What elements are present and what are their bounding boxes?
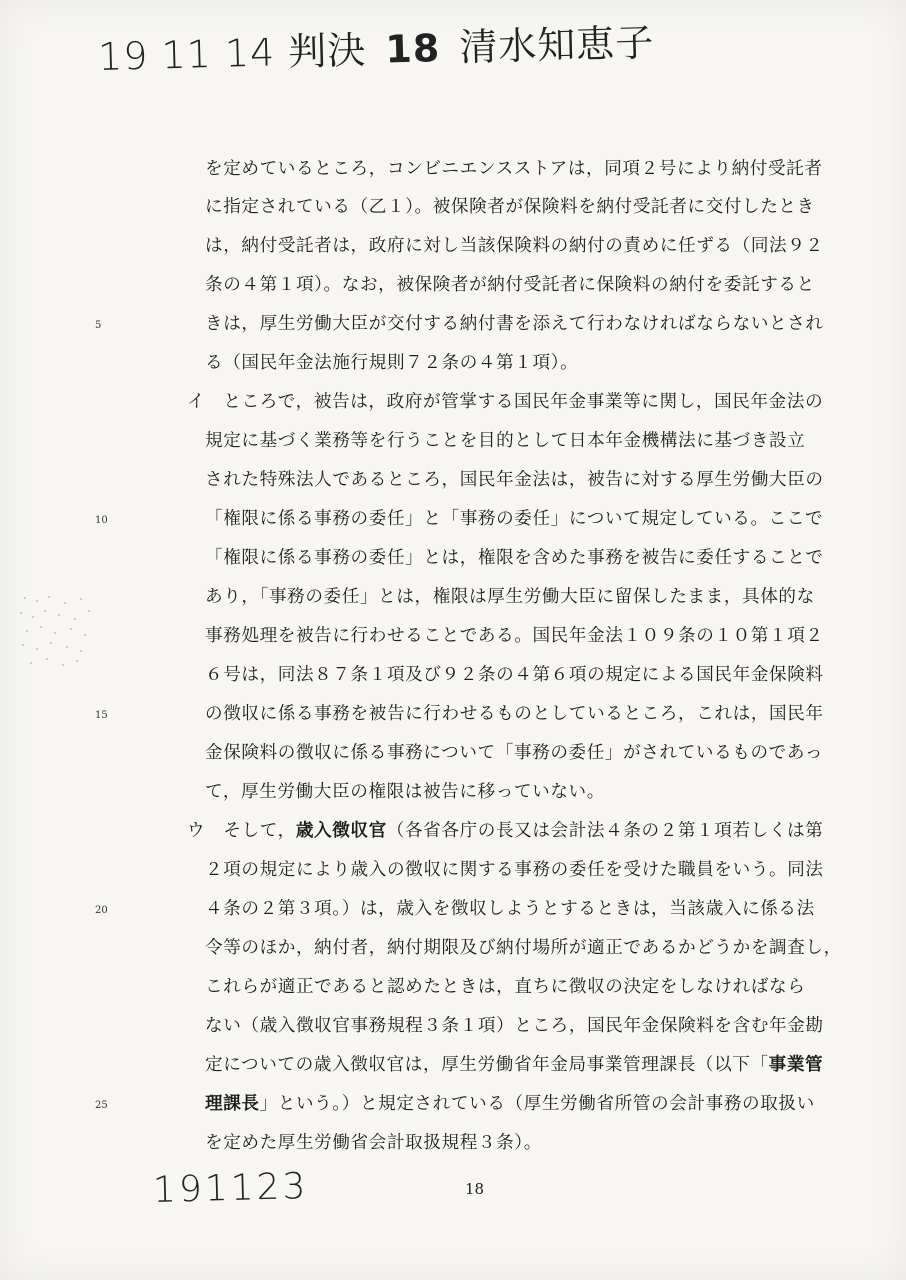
scan-dot xyxy=(24,597,26,599)
text-line: 事務処理を被告に行わせることである。国民年金法１０９条の１０第１項２ xyxy=(205,626,824,646)
text-line: これらが適正であると認めたときは，直ちに徴収の決定をしなければなら xyxy=(205,977,806,997)
scan-dot xyxy=(44,610,46,612)
scan-dot xyxy=(70,628,72,630)
text-segment: （各省各庁の長又は会計法４条の２第１項若しくは第 xyxy=(386,821,824,841)
scan-dot xyxy=(76,660,78,662)
text-line: は，納付受託者は，政府に対し当該保険料の納付の責めに任ずる（同法９２ xyxy=(205,236,824,256)
scan-dot xyxy=(62,664,64,666)
line-number: 10 xyxy=(95,515,108,526)
text-line: 令等のほか，納付者，納付期限及び納付場所が適正であるかどうかを調査し， xyxy=(205,938,842,958)
scan-dot xyxy=(32,616,34,618)
line-number: 15 xyxy=(95,710,108,721)
text-line xyxy=(205,1054,823,1076)
scan-dot xyxy=(66,646,68,648)
text-line: 「権限に係る事務の委任」とは，権限を含めた事務を被告に委任することで xyxy=(205,548,824,568)
text-line: 条の４第１項）。なお，被保険者が納付受託者に保険料の納付を委託すると xyxy=(205,275,815,295)
text-line: て，厚生労働大臣の権限は被告に移っていない。 xyxy=(205,782,605,802)
bold-term: 歳入徴収官 xyxy=(295,820,387,841)
text-line: きは，厚生労働大臣が交付する納付書を添えて行わなければならないとされ xyxy=(205,314,824,334)
handwritten-page-number: 18 xyxy=(384,26,441,72)
text-line: 「権限に係る事務の委任」と「事務の委任」について規定している。ここで xyxy=(205,509,824,529)
text-line: の徴収に係る事務を被告に行わせるものとしているところ，これは，国民年 xyxy=(205,704,824,724)
scan-dot xyxy=(20,612,22,614)
text-line: ６号は，同法８７条１項及び９２条の４第６項の規定による国民年金保険料 xyxy=(205,665,824,685)
scan-dot xyxy=(54,632,56,634)
scan-dot xyxy=(84,634,86,636)
line-number: 25 xyxy=(95,1100,108,1111)
text-line: に指定されている（乙１）。被保険者が保険料を納付受託者に交付したとき xyxy=(205,197,815,217)
bold-term: 理課長 xyxy=(205,1093,260,1114)
scan-dot xyxy=(22,644,24,646)
scan-dot xyxy=(64,602,66,604)
text-line: ない（歳入徴収官事務規程３条１項）ところ，国民年金保険料を含む年金勘 xyxy=(205,1016,824,1036)
scan-dot xyxy=(80,598,82,600)
handwritten-header xyxy=(97,11,655,81)
text-line: を定めた厚生労働省会計取扱規程３条）。 xyxy=(205,1133,542,1153)
text-line: を定めているところ，コンビニエンスストアは，同項２号により納付受託者 xyxy=(205,159,823,179)
scan-dot xyxy=(36,600,38,602)
scan-dot xyxy=(50,642,52,644)
line-number: 20 xyxy=(95,905,108,916)
scan-dot-artifact xyxy=(14,592,104,682)
text-line: ２項の規定により歳入の徴収に関する事務の委任を受けた職員をいう。同法 xyxy=(205,860,824,880)
handwritten-date: 19 11 14 判決 xyxy=(97,27,367,79)
scan-dot xyxy=(36,648,38,650)
text-line: された特殊法人であるところ，国民年金法は，被告に対する厚生労働大臣の xyxy=(205,470,824,490)
text-segment: 」という。）と規定されている（厚生労働省所管の会計事務の取扱い xyxy=(259,1094,815,1114)
scan-dot xyxy=(26,630,28,632)
scan-dot xyxy=(80,650,82,652)
handwritten-footer-date: 191123 xyxy=(152,1165,309,1211)
text-line: ４条の２第３項。）は，歳入を徴収しようとするときは，当該歳入に係る法 xyxy=(205,899,815,919)
text-line: る（国民年金法施行規則７２条の４第１項）。 xyxy=(205,353,579,373)
page-number: 18 xyxy=(465,1180,485,1198)
handwritten-name: 清水知恵子 xyxy=(458,20,655,70)
scan-dot xyxy=(88,610,90,612)
scan-dot xyxy=(46,658,48,660)
scan-dot xyxy=(74,618,76,620)
scan-dot xyxy=(40,626,42,628)
text-line: イ ところで，被告は，政府が管掌する国民年金事業等に関し，国民年金法の xyxy=(187,392,824,412)
text-segment: ウ そして， xyxy=(187,821,296,841)
text-segment: 定についての歳入徴収官は，厚生労働省年金局事業管理課長（以下「 xyxy=(205,1055,769,1075)
text-line: 金保険料の徴収に係る事務について「事務の委任」がされているものであっ xyxy=(205,743,824,763)
line-number: 5 xyxy=(95,320,102,331)
text-line xyxy=(205,1093,815,1115)
scan-dot xyxy=(30,662,32,664)
text-line: あり，「事務の委任」とは，権限は厚生労働大臣に留保したまま，具体的な xyxy=(205,587,815,607)
scan-dot xyxy=(58,614,60,616)
scan-dot xyxy=(48,596,50,598)
bold-term: 事業管 xyxy=(768,1054,824,1075)
text-line xyxy=(187,820,823,842)
text-line: 規定に基づく業務等を行うことを目的として日本年金機構法に基づき設立 xyxy=(205,431,806,451)
